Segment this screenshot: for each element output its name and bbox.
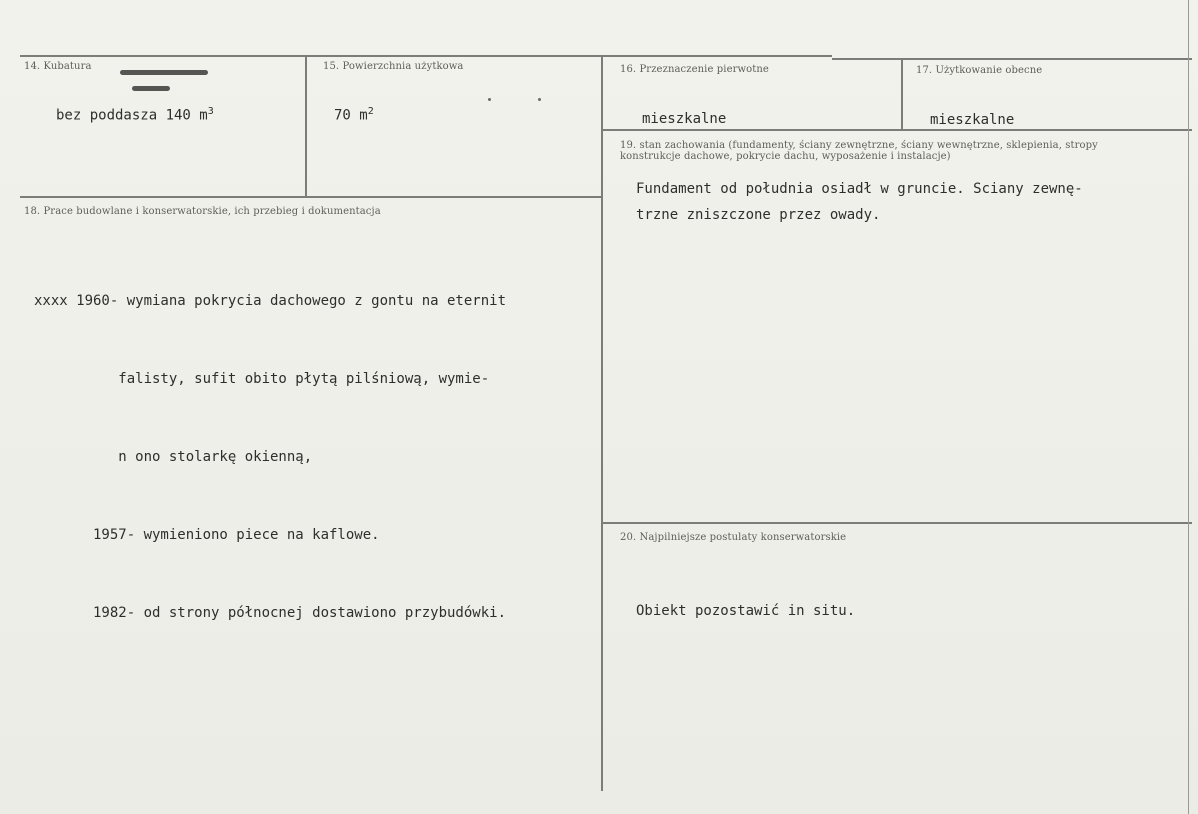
przeznaczenie-value: mieszkalne bbox=[642, 111, 727, 127]
right-edge bbox=[1188, 0, 1189, 814]
prace-line: 1957- wymieniono piece na kaflowe. bbox=[34, 527, 380, 543]
powierzchnia-label: 15. Powierzchnia użytkowa bbox=[323, 61, 464, 72]
divider-main bbox=[601, 57, 603, 791]
postulaty-value: Obiekt pozostawić in situ. bbox=[636, 603, 856, 619]
uzytkowanie-value: mieszkalne bbox=[930, 112, 1015, 128]
kubatura-unit-exponent: 3 bbox=[207, 106, 214, 117]
prace-line: xxxx 1960- wymiana pokrycia dachowego z gontu na eternit bbox=[34, 293, 507, 309]
stan-text bbox=[636, 176, 1083, 228]
stan-line: trzne zniszczone przez owady. bbox=[636, 207, 881, 223]
kubatura-value-text: bez poddasza 140 m bbox=[56, 107, 208, 124]
rule-above-20 bbox=[603, 522, 1192, 524]
struck-out-text bbox=[132, 86, 170, 91]
divider-16-17 bbox=[901, 58, 903, 130]
top-rule-right bbox=[832, 58, 1192, 60]
divider-14-15 bbox=[305, 57, 307, 197]
stan-line: Fundament od południa osiadł w gruncie. Sciany zewnę- bbox=[636, 181, 1083, 197]
stan-label: 19. stan zachowania (fundamenty, ściany zewnętrzne, ściany wewnętrzne, sklepienia, stropy konstrukcje dachowe, pokrycie dachu, wyposażenie i instalacje) bbox=[620, 140, 1098, 162]
powierzchnia-unit-exponent: 2 bbox=[367, 106, 374, 117]
ink-speck bbox=[488, 98, 491, 101]
powierzchnia-value bbox=[334, 106, 374, 124]
ink-speck bbox=[538, 98, 541, 101]
prace-line: n ono stolarkę okienną, bbox=[34, 449, 313, 465]
struck-out-text bbox=[120, 70, 208, 75]
kubatura-label: 14. Kubatura bbox=[24, 61, 92, 72]
rule-below-14-15 bbox=[20, 196, 603, 198]
prace-line: falisty, sufit obito płytą pilśniową, wymie- bbox=[34, 371, 490, 387]
postulaty-label: 20. Najpilniejsze postulaty konserwatorskie bbox=[620, 532, 847, 543]
prace-text bbox=[34, 236, 506, 678]
powierzchnia-value-text: 70 m bbox=[334, 107, 368, 124]
prace-line: 1982- od strony północnej dostawiono przybudówki. bbox=[34, 605, 507, 621]
przeznaczenie-label: 16. Przeznaczenie pierwotne bbox=[620, 64, 769, 75]
uzytkowanie-label: 17. Użytkowanie obecne bbox=[916, 65, 1043, 76]
rule-below-16-17 bbox=[603, 129, 1192, 131]
top-rule bbox=[20, 55, 832, 57]
kubatura-value bbox=[56, 106, 214, 124]
prace-label: 18. Prace budowlane i konserwatorskie, ich przebieg i dokumentacja bbox=[24, 206, 381, 217]
